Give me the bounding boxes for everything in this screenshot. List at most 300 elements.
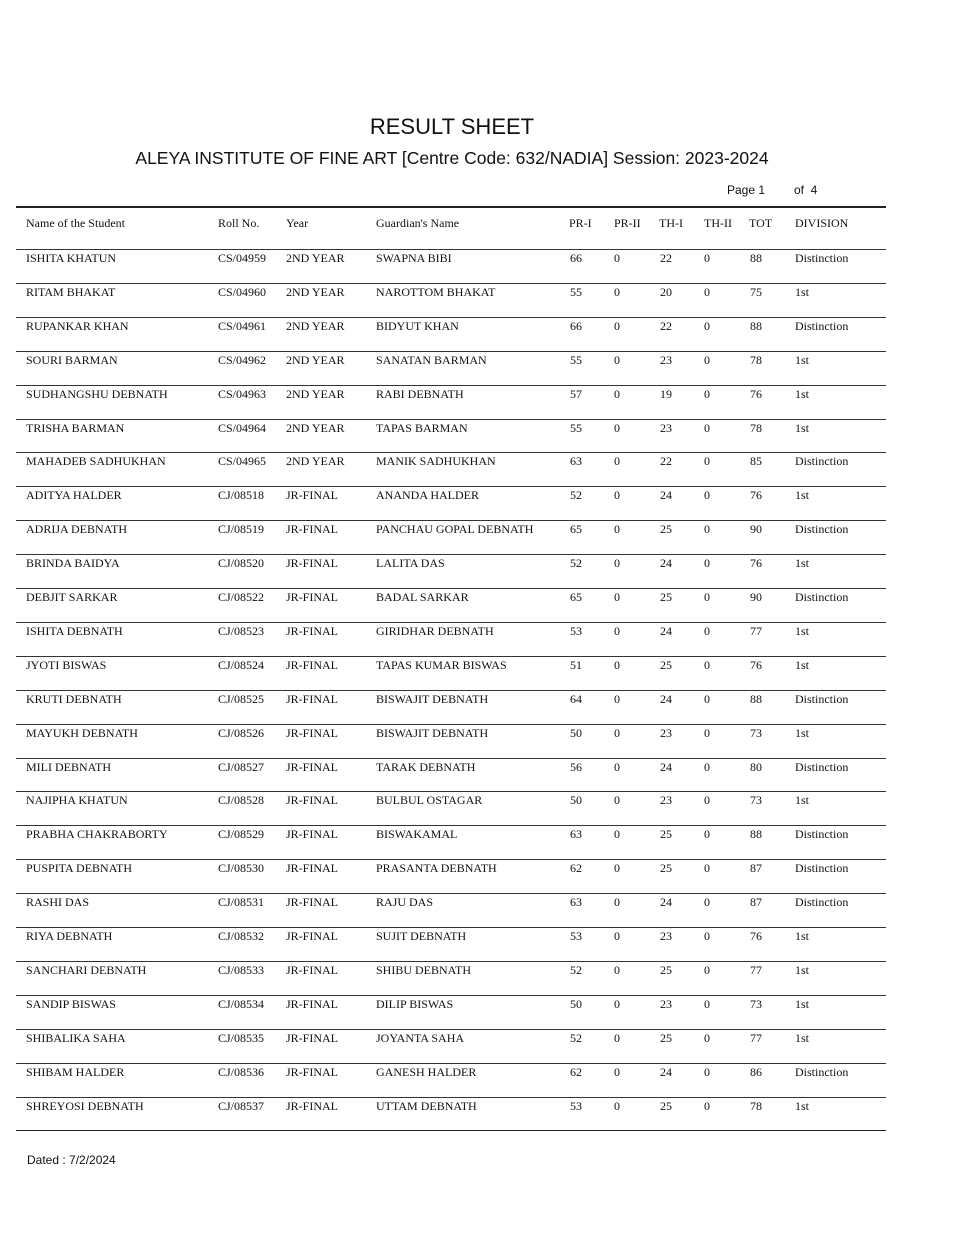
year: JR-FINAL [286, 556, 339, 571]
total-score: 76 [750, 657, 762, 672]
total-score: 88 [750, 251, 762, 265]
th2-score: 0 [704, 284, 710, 299]
division: Distinction [795, 251, 849, 265]
roll-number: CS/04961 [218, 318, 267, 333]
student-name: SANCHARI DEBNATH [26, 962, 147, 977]
col-header-tot: TOT [749, 216, 773, 230]
student-name: PUSPITA DEBNATH [26, 861, 133, 876]
pr2-score: 0 [614, 1030, 620, 1045]
table-row [16, 285, 886, 319]
th1-score: 23 [660, 793, 672, 808]
row-divider [16, 385, 886, 386]
student-name: RUPANKAR KHAN [26, 318, 129, 333]
pr2-score: 0 [614, 251, 620, 265]
division: 1st [795, 488, 810, 503]
table-row [16, 421, 886, 455]
division: 1st [795, 962, 810, 977]
th2-score: 0 [704, 556, 710, 571]
th1-score: 23 [660, 352, 672, 367]
year: 2ND YEAR [286, 420, 345, 435]
row-divider [16, 656, 886, 657]
roll-number: CJ/08529 [218, 827, 265, 842]
roll-number: CJ/08526 [218, 725, 265, 740]
roll-number: CJ/08520 [218, 556, 265, 571]
table-row [16, 895, 886, 929]
student-name: DEBJIT SARKAR [26, 590, 118, 604]
th1-score: 23 [660, 725, 672, 740]
th1-score: 22 [660, 318, 672, 333]
year: 2ND YEAR [286, 318, 345, 333]
institute-subtitle: ALEYA INSTITUTE OF FINE ART [Centre Code: 632/NADIA] Session: 2023-2024 [135, 148, 769, 168]
table-row [16, 793, 886, 827]
pr1-score: 62 [570, 861, 582, 876]
division: Distinction [795, 318, 849, 333]
pr1-score: 52 [570, 1030, 582, 1045]
roll-number: CJ/08527 [218, 759, 265, 774]
year: JR-FINAL [286, 623, 339, 638]
guardian-name: TAPAS BARMAN [376, 420, 468, 435]
total-score: 77 [750, 623, 762, 638]
roll-number: CJ/08533 [218, 962, 265, 977]
roll-number: CS/04963 [218, 386, 267, 401]
pr2-score: 0 [614, 454, 620, 469]
year: JR-FINAL [286, 827, 339, 842]
pr2-score: 0 [614, 657, 620, 672]
year: JR-FINAL [286, 522, 339, 537]
student-name: SHREYOSI DEBNATH [26, 1098, 144, 1113]
roll-number: CJ/08524 [218, 657, 265, 672]
pr2-score: 0 [614, 284, 620, 299]
pr2-score: 0 [614, 962, 620, 977]
total-score: 77 [750, 962, 762, 977]
row-divider [16, 791, 886, 792]
pr2-score: 0 [614, 861, 620, 876]
table-row [16, 522, 886, 556]
student-name: SHIBAM HALDER [26, 1064, 125, 1079]
th2-score: 0 [704, 962, 710, 977]
division: Distinction [795, 895, 849, 910]
pr2-score: 0 [614, 996, 620, 1011]
total-score: 75 [750, 284, 762, 299]
col-header-pr2: PR-II [614, 216, 641, 230]
guardian-name: JOYANTA SAHA [376, 1030, 465, 1045]
pr2-score: 0 [614, 318, 620, 333]
guardian-name: RAJU DAS [376, 895, 434, 910]
roll-number: CS/04965 [218, 454, 267, 469]
table-row [16, 760, 886, 794]
row-divider [16, 351, 886, 352]
table-row [16, 624, 886, 658]
student-name: NAJIPHA KHATUN [26, 793, 128, 808]
roll-number: CJ/08518 [218, 488, 265, 503]
guardian-name: SWAPNA BIBI [376, 251, 452, 265]
division: Distinction [795, 590, 849, 604]
year: JR-FINAL [286, 929, 339, 943]
pr1-score: 63 [570, 895, 582, 910]
guardian-name: BISWAJIT DEBNATH [376, 725, 489, 740]
table-row [16, 929, 886, 963]
th1-score: 20 [660, 284, 672, 299]
th2-score: 0 [704, 590, 710, 604]
total-score: 88 [750, 318, 762, 333]
pr1-score: 64 [570, 691, 582, 706]
row-divider [16, 825, 886, 826]
division: 1st [795, 284, 810, 299]
table-header [16, 216, 886, 232]
division: Distinction [795, 759, 849, 774]
th2-score: 0 [704, 929, 710, 943]
row-divider [16, 995, 886, 996]
pr1-score: 52 [570, 488, 582, 503]
page-number: Page 1 [727, 183, 766, 197]
year: JR-FINAL [286, 861, 339, 876]
pr1-score: 55 [570, 420, 582, 435]
th2-score: 0 [704, 861, 710, 876]
roll-number: CJ/08530 [218, 861, 265, 876]
pr1-score: 65 [570, 522, 582, 537]
th1-score: 19 [660, 386, 672, 401]
table-row [16, 319, 886, 353]
th1-score: 25 [660, 1098, 672, 1113]
th2-score: 0 [704, 251, 710, 265]
year: JR-FINAL [286, 996, 339, 1011]
row-divider [16, 724, 886, 725]
col-header-year: Year [286, 216, 309, 230]
year: 2ND YEAR [286, 386, 345, 401]
table-row [16, 658, 886, 692]
th1-score: 25 [660, 590, 672, 604]
division: Distinction [795, 454, 849, 469]
th2-score: 0 [704, 725, 710, 740]
th1-score: 25 [660, 657, 672, 672]
roll-number: CJ/08532 [218, 929, 265, 943]
page-title: RESULT SHEET [369, 114, 535, 139]
th2-score: 0 [704, 623, 710, 638]
year: JR-FINAL [286, 895, 339, 910]
row-divider [16, 317, 886, 318]
year: 2ND YEAR [286, 251, 345, 265]
total-score: 76 [750, 488, 762, 503]
row-divider [16, 690, 886, 691]
student-name: MAHADEB SADHUKHAN [26, 454, 166, 469]
th2-score: 0 [704, 1064, 710, 1079]
roll-number: CS/04964 [218, 420, 267, 435]
roll-number: CJ/08537 [218, 1098, 265, 1113]
total-score: 78 [750, 1098, 762, 1113]
th1-score: 24 [660, 623, 672, 638]
guardian-name: PANCHAU GOPAL DEBNATH [376, 522, 534, 537]
header-rule [16, 206, 886, 208]
pr2-score: 0 [614, 556, 620, 571]
division: 1st [795, 556, 810, 571]
year: JR-FINAL [286, 759, 339, 774]
row-divider [16, 893, 886, 894]
table-row [16, 387, 886, 421]
pr1-score: 50 [570, 725, 582, 740]
total-score: 78 [750, 420, 762, 435]
student-name: JYOTI BISWAS [26, 657, 107, 672]
th2-score: 0 [704, 657, 710, 672]
th1-score: 23 [660, 929, 672, 943]
table-row [16, 1065, 886, 1099]
col-header-th1: TH-I [659, 216, 683, 230]
pr1-score: 55 [570, 352, 582, 367]
division: 1st [795, 793, 810, 808]
year: JR-FINAL [286, 793, 339, 808]
table-row [16, 590, 886, 624]
year: JR-FINAL [286, 691, 339, 706]
pr1-score: 50 [570, 996, 582, 1011]
year: JR-FINAL [286, 1030, 339, 1045]
table-row [16, 963, 886, 997]
division: 1st [795, 352, 810, 367]
row-divider [16, 1063, 886, 1064]
year: 2ND YEAR [286, 352, 345, 367]
row-divider [16, 452, 886, 453]
student-name: SOURI BARMAN [26, 352, 118, 367]
pr2-score: 0 [614, 623, 620, 638]
th2-score: 0 [704, 827, 710, 842]
table-row [16, 556, 886, 590]
th2-score: 0 [704, 386, 710, 401]
col-header-th2: TH-II [704, 216, 732, 230]
pr2-score: 0 [614, 522, 620, 537]
th2-score: 0 [704, 352, 710, 367]
roll-number: CJ/08522 [218, 590, 265, 604]
col-header-pr1: PR-I [569, 216, 592, 230]
th1-score: 24 [660, 691, 672, 706]
student-name: RASHI DAS [26, 895, 90, 910]
division: Distinction [795, 522, 849, 537]
guardian-name: LALITA DAS [376, 556, 445, 571]
pr1-score: 53 [570, 623, 582, 638]
student-name: SHIBALIKA SAHA [26, 1030, 126, 1045]
th2-score: 0 [704, 793, 710, 808]
table-row [16, 353, 886, 387]
th1-score: 24 [660, 759, 672, 774]
division: 1st [795, 1098, 810, 1113]
total-score: 73 [750, 996, 762, 1011]
division: 1st [795, 420, 810, 435]
pr2-score: 0 [614, 1064, 620, 1079]
pr1-score: 66 [570, 251, 582, 265]
table-row [16, 454, 886, 488]
pr1-score: 52 [570, 556, 582, 571]
year: JR-FINAL [286, 962, 339, 977]
guardian-name: MANIK SADHUKHAN [376, 454, 496, 469]
pr2-score: 0 [614, 827, 620, 842]
guardian-name: BADAL SARKAR [376, 590, 469, 604]
pr1-score: 56 [570, 759, 582, 774]
pr2-score: 0 [614, 420, 620, 435]
th1-score: 25 [660, 827, 672, 842]
col-header-division: DIVISION [795, 216, 849, 230]
page-total: of 4 [794, 183, 818, 197]
guardian-name: TARAK DEBNATH [376, 759, 476, 774]
pr1-score: 63 [570, 454, 582, 469]
th2-score: 0 [704, 895, 710, 910]
roll-number: CJ/08523 [218, 623, 265, 638]
th1-score: 25 [660, 962, 672, 977]
total-score: 76 [750, 929, 762, 943]
pr1-score: 65 [570, 590, 582, 604]
total-score: 76 [750, 556, 762, 571]
guardian-name: BULBUL OSTAGAR [376, 793, 483, 808]
total-score: 88 [750, 827, 762, 842]
table-row [16, 488, 886, 522]
col-header-guardian: Guardian's Name [376, 216, 460, 230]
pr2-score: 0 [614, 691, 620, 706]
th1-score: 24 [660, 1064, 672, 1079]
table-row [16, 251, 886, 285]
guardian-name: SUJIT DEBNATH [376, 929, 467, 943]
pr1-score: 50 [570, 793, 582, 808]
year: 2ND YEAR [286, 454, 345, 469]
pr1-score: 66 [570, 318, 582, 333]
row-divider [16, 622, 886, 623]
guardian-name: TAPAS KUMAR BISWAS [376, 657, 507, 672]
th1-score: 24 [660, 556, 672, 571]
th2-score: 0 [704, 1030, 710, 1045]
total-score: 77 [750, 1030, 762, 1045]
table-row [16, 997, 886, 1031]
pr2-score: 0 [614, 1098, 620, 1113]
th1-score: 25 [660, 861, 672, 876]
student-name: ADITYA HALDER [26, 488, 122, 503]
guardian-name: ANANDA HALDER [376, 488, 479, 503]
roll-number: CS/04959 [218, 251, 267, 265]
total-score: 73 [750, 793, 762, 808]
guardian-name: SHIBU DEBNATH [376, 962, 472, 977]
th1-score: 22 [660, 454, 672, 469]
guardian-name: RABI DEBNATH [376, 386, 464, 401]
year: 2ND YEAR [286, 284, 345, 299]
year: JR-FINAL [286, 590, 339, 604]
th1-score: 23 [660, 996, 672, 1011]
pr2-score: 0 [614, 590, 620, 604]
guardian-name: GANESH HALDER [376, 1064, 477, 1079]
pr1-score: 55 [570, 284, 582, 299]
row-divider [16, 249, 886, 250]
th1-score: 22 [660, 251, 672, 265]
division: 1st [795, 996, 810, 1011]
pr2-score: 0 [614, 759, 620, 774]
th2-score: 0 [704, 522, 710, 537]
roll-number: CS/04960 [218, 284, 267, 299]
student-name: MAYUKH DEBNATH [26, 725, 138, 740]
table-row [16, 827, 886, 861]
row-divider [16, 486, 886, 487]
guardian-name: BIDYUT KHAN [376, 318, 459, 333]
table-row [16, 1031, 886, 1065]
roll-number: CS/04962 [218, 352, 267, 367]
dated-footer: Dated : 7/2/2024 [27, 1153, 116, 1167]
pr1-score: 57 [570, 386, 582, 401]
division: 1st [795, 386, 810, 401]
th2-score: 0 [704, 454, 710, 469]
roll-number: CJ/08531 [218, 895, 265, 910]
table-row [16, 692, 886, 726]
student-name: KRUTI DEBNATH [26, 691, 122, 706]
col-header-roll: Roll No. [218, 216, 260, 230]
total-score: 78 [750, 352, 762, 367]
pr2-score: 0 [614, 386, 620, 401]
pr1-score: 53 [570, 929, 582, 943]
row-divider [16, 859, 886, 860]
pr1-score: 62 [570, 1064, 582, 1079]
student-name: MILI DEBNATH [26, 759, 111, 774]
th2-score: 0 [704, 420, 710, 435]
guardian-name: BISWAKAMAL [376, 827, 458, 842]
pr1-score: 51 [570, 657, 582, 672]
division: 1st [795, 929, 810, 943]
division: Distinction [795, 691, 849, 706]
table-row [16, 1099, 886, 1133]
guardian-name: PRASANTA DEBNATH [376, 861, 497, 876]
pr1-score: 52 [570, 962, 582, 977]
total-score: 80 [750, 759, 762, 774]
pr2-score: 0 [614, 725, 620, 740]
col-header-name: Name of the Student [26, 216, 125, 230]
th2-score: 0 [704, 1098, 710, 1113]
student-name: SUDHANGSHU DEBNATH [26, 386, 168, 401]
guardian-name: GIRIDHAR DEBNATH [376, 623, 494, 638]
total-score: 73 [750, 725, 762, 740]
pr1-score: 53 [570, 1098, 582, 1113]
division: Distinction [795, 1064, 849, 1079]
roll-number: CJ/08525 [218, 691, 265, 706]
pr1-score: 63 [570, 827, 582, 842]
th2-score: 0 [704, 996, 710, 1011]
year: JR-FINAL [286, 657, 339, 672]
year: JR-FINAL [286, 488, 339, 503]
row-divider [16, 1097, 886, 1098]
table-row [16, 726, 886, 760]
row-divider [16, 520, 886, 521]
student-name: ISHITA DEBNATH [26, 623, 123, 638]
guardian-name: BISWAJIT DEBNATH [376, 691, 489, 706]
th2-score: 0 [704, 759, 710, 774]
total-score: 87 [750, 861, 762, 876]
row-divider [16, 588, 886, 589]
th1-score: 24 [660, 895, 672, 910]
division: Distinction [795, 861, 849, 876]
total-score: 86 [750, 1064, 762, 1079]
division: 1st [795, 623, 810, 638]
year: JR-FINAL [286, 1098, 339, 1113]
roll-number: CJ/08519 [218, 522, 265, 537]
row-divider [16, 283, 886, 284]
year: JR-FINAL [286, 1064, 339, 1079]
th2-score: 0 [704, 691, 710, 706]
division: 1st [795, 1030, 810, 1045]
roll-number: CJ/08528 [218, 793, 265, 808]
pr2-score: 0 [614, 488, 620, 503]
student-name: PRABHA CHAKRABORTY [26, 827, 168, 842]
student-name: TRISHA BARMAN [26, 420, 125, 435]
division: 1st [795, 725, 810, 740]
roll-number: CJ/08536 [218, 1064, 265, 1079]
student-name: ADRIJA DEBNATH [26, 522, 128, 537]
guardian-name: NAROTTOM BHAKAT [376, 284, 496, 299]
th1-score: 25 [660, 1030, 672, 1045]
row-divider [16, 961, 886, 962]
guardian-name: UTTAM DEBNATH [376, 1098, 477, 1113]
th2-score: 0 [704, 488, 710, 503]
student-name: BRINDA BAIDYA [26, 556, 120, 571]
total-score: 90 [750, 590, 762, 604]
division: 1st [795, 657, 810, 672]
